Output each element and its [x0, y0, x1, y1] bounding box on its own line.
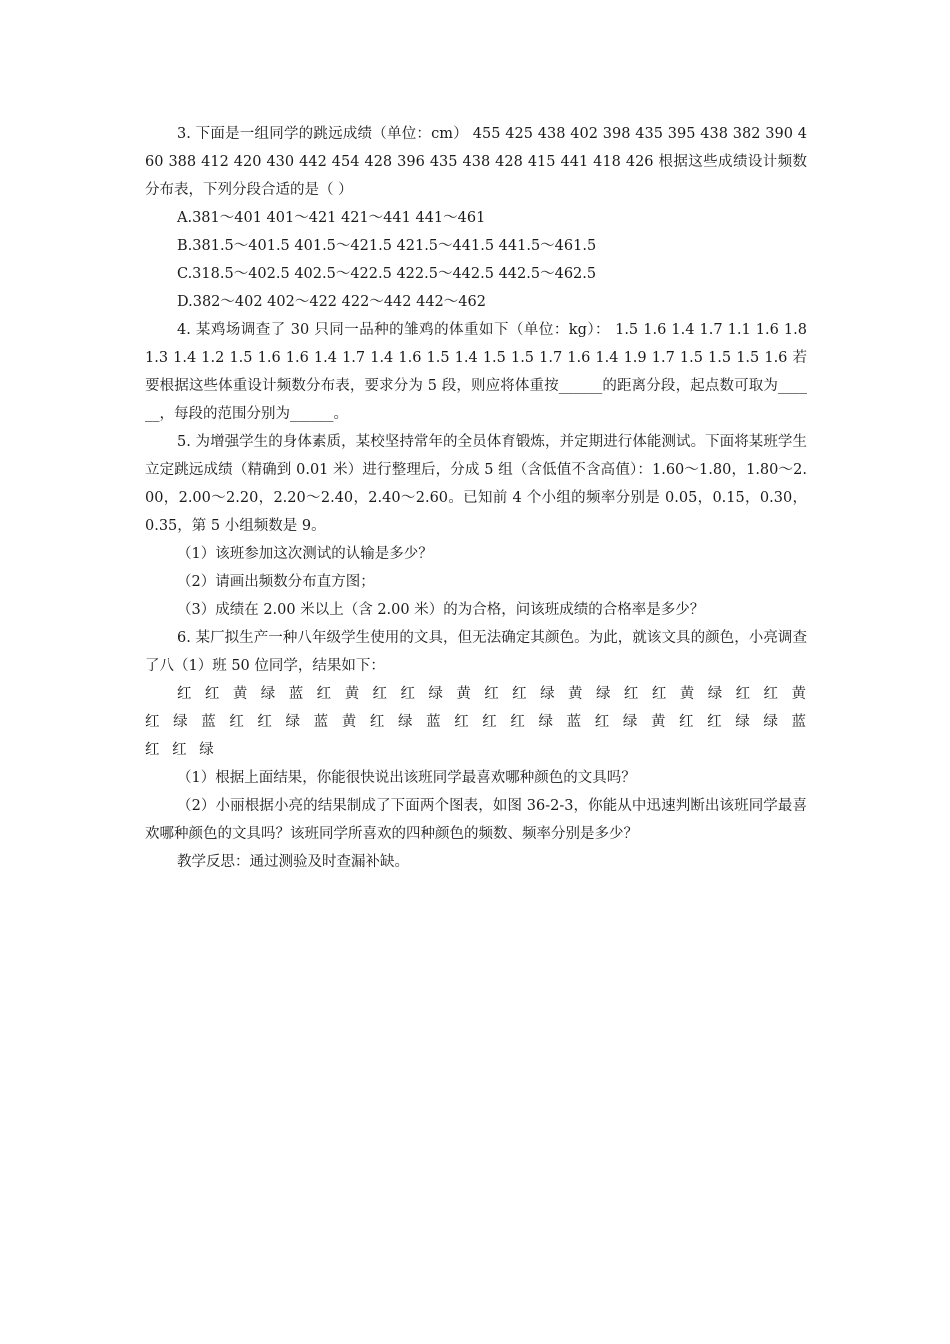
question-3-option-b: B.381.5～401.5 401.5～421.5 421.5～441.5 441.5～461.5	[177, 238, 597, 254]
document-page	[145, 120, 807, 876]
teaching-reflection: 教学反思：通过测验及时查漏补缺。	[177, 854, 409, 870]
question-6-sub-1: （1）根据上面结果，你能很快说出该班同学最喜欢哪种颜色的文具吗？	[177, 770, 636, 786]
question-3-stem: 3. 下面是一组同学的跳远成绩（单位：cm） 455 425 438 402 398 435 395 438 382 390 460 388 412 420 430 442 454 428 396 435 438 428 415 441 418 426 根据这些成绩设计频数分布表，下列分段合适的是（ ）	[145, 126, 807, 198]
question-3-option-c: C.318.5～402.5 402.5～422.5 422.5～442.5 442.5～462.5	[177, 266, 597, 282]
question-4-stem: 4. 某鸡场调查了 30 只同一品种的雏鸡的体重如下（单位：kg）： 1.5 1.6 1.4 1.7 1.1 1.6 1.8 1.3 1.4 1.2 1.5 1.6 1.6 1.4 1.7 1.4 1.6 1.5 1.4 1.5 1.5 1.7 1.6 1.4 1.9 1.7 1.5 1.5 1.5 1.6 若要根据这些体重设计频数分布表，要求分为 5 段，则应将体重按______的距离分段，起点数可取为______，每段的范围分别为______。	[145, 322, 807, 422]
question-6-sub-2: （2）小丽根据小亮的结果制成了下面两个图表，如图 36-2-3，你能从中迅速判断出该班同学最喜欢哪种颜色的文具吗？该班同学所喜欢的四种颜色的频数、频率分别是多少？	[145, 798, 807, 842]
question-5-stem: 5. 为增强学生的身体素质，某校坚持常年的全员体育锻炼，并定期进行体能测试。下面将某班学生立定跳远成绩（精确到 0.01 米）进行整理后，分成 5 组（含低值不含高值）：1.60～1.80，1.80～2.00，2.00～2.20，2.20～2.40，2.40～2.60。已知前 4 个小组的频率分别是 0.05，0.15，0.30，0.35，第 5 小组频数是 9。	[145, 434, 807, 534]
question-6-color-results: 红 红 黄 绿 蓝 红 黄 红 红 绿 黄 红 红 绿 黄 绿 红 红 黄 绿 红 红 黄 红 绿 蓝 红 红 绿 蓝 黄 红 绿 蓝 红 红 红 绿 蓝 红 绿 黄 红 红 绿 绿 蓝 红 红 绿	[145, 686, 807, 758]
question-5-sub-3: （3）成绩在 2.00 米以上（含 2.00 米）的为合格，问该班成绩的合格率是多少？	[177, 602, 705, 618]
question-5-sub-1: （1）该班参加这次测试的认输是多少？	[177, 546, 433, 562]
question-6-stem: 6. 某厂拟生产一种八年级学生使用的文具，但无法确定其颜色。为此，就该文具的颜色，小亮调查了八（1）班 50 位同学，结果如下：	[145, 630, 807, 674]
question-5-sub-2: （2）请画出频数分布直方图；	[177, 574, 375, 590]
question-3-option-a: A.381～401 401～421 421～441 441～461	[177, 210, 486, 226]
question-3-option-d: D.382～402 402～422 422～442 442～462	[177, 294, 486, 310]
